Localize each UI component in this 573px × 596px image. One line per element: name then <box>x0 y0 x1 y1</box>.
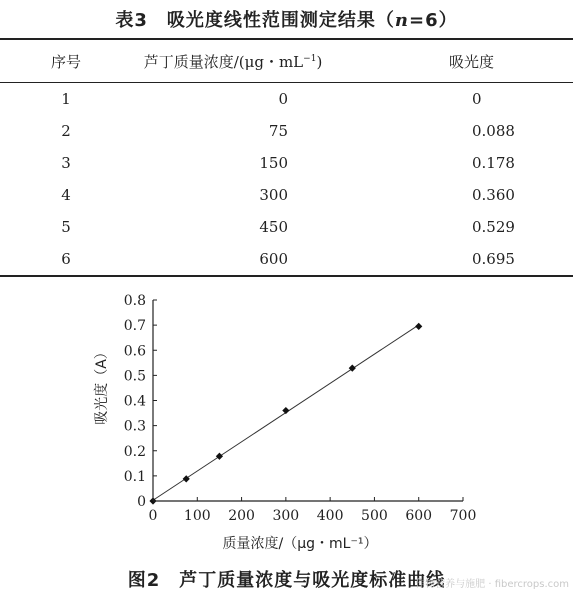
x-tick-label: 500 <box>361 508 388 524</box>
cell-index: 6 <box>0 243 132 276</box>
cell-absorbance: 0.695 <box>334 243 573 276</box>
cell-index: 3 <box>61 154 71 172</box>
cell-absorbance: 0 <box>472 90 482 108</box>
data-point <box>415 323 422 330</box>
x-axis-title: 质量浓度/（μg・mL⁻¹） <box>222 536 378 552</box>
cell-index: 2 <box>61 122 71 140</box>
table-row <box>0 115 573 147</box>
table-row <box>0 179 573 211</box>
absorbance-table <box>0 38 573 277</box>
cell-absorbance: 0.529 <box>472 218 515 236</box>
cell-concentration: 75 <box>268 122 288 140</box>
y-tick-label: 0 <box>137 494 146 510</box>
cell-index: 1 <box>61 90 71 108</box>
figure-title: 图2 芦丁质量浓度与吸光度标准曲线 <box>127 570 446 591</box>
cell-concentration: 450 <box>259 218 288 236</box>
cell-index: 4 <box>61 186 71 204</box>
cell-absorbance: 0.178 <box>472 154 515 172</box>
table-title: 表3 吸光度线性范围测定结果（n=6） <box>115 10 458 31</box>
x-tick-label: 700 <box>449 508 477 524</box>
cell-concentration: 150 <box>259 154 288 172</box>
table-row <box>0 243 573 276</box>
table-row <box>0 211 573 243</box>
x-tick-label: 600 <box>405 508 433 524</box>
calibration-chart <box>0 280 573 565</box>
watermark: 作物营养与施肥 · fibercrops.com <box>415 579 569 590</box>
x-tick-label: 0 <box>148 508 158 524</box>
cell-concentration: 300 <box>259 186 288 204</box>
y-tick-label: 0.3 <box>123 418 146 435</box>
cell-concentration: 0 <box>278 90 288 108</box>
header-absorbance: 吸光度 <box>334 39 573 83</box>
x-tick-label: 200 <box>228 508 255 524</box>
y-tick-label: 0.4 <box>123 393 146 410</box>
y-tick-label: 0.5 <box>123 368 146 385</box>
y-tick-label: 0.7 <box>123 318 146 335</box>
cell-absorbance: 0.360 <box>472 186 515 204</box>
header-index: 序号 <box>0 39 132 83</box>
cell-concentration: 600 <box>132 243 334 276</box>
y-tick-label: 0.1 <box>123 468 146 485</box>
cell-absorbance: 0.088 <box>472 122 515 140</box>
y-tick-label: 0.6 <box>123 343 146 360</box>
x-tick-label: 100 <box>183 508 211 524</box>
y-tick-label: 0.8 <box>123 293 146 309</box>
y-axis-title: 吸光度（A） <box>94 345 110 425</box>
x-tick-label: 300 <box>272 508 300 524</box>
data-point <box>282 407 289 414</box>
y-tick-label: 0.2 <box>123 443 146 460</box>
header-concentration: 芦丁质量浓度/(μg・$mL^{-1}$) <box>132 39 334 83</box>
data-point <box>216 453 223 460</box>
cell-index: 5 <box>61 218 71 236</box>
table-row <box>0 83 573 116</box>
table-row <box>0 147 573 179</box>
table-header-row <box>0 39 573 83</box>
x-tick-label: 400 <box>316 508 344 524</box>
